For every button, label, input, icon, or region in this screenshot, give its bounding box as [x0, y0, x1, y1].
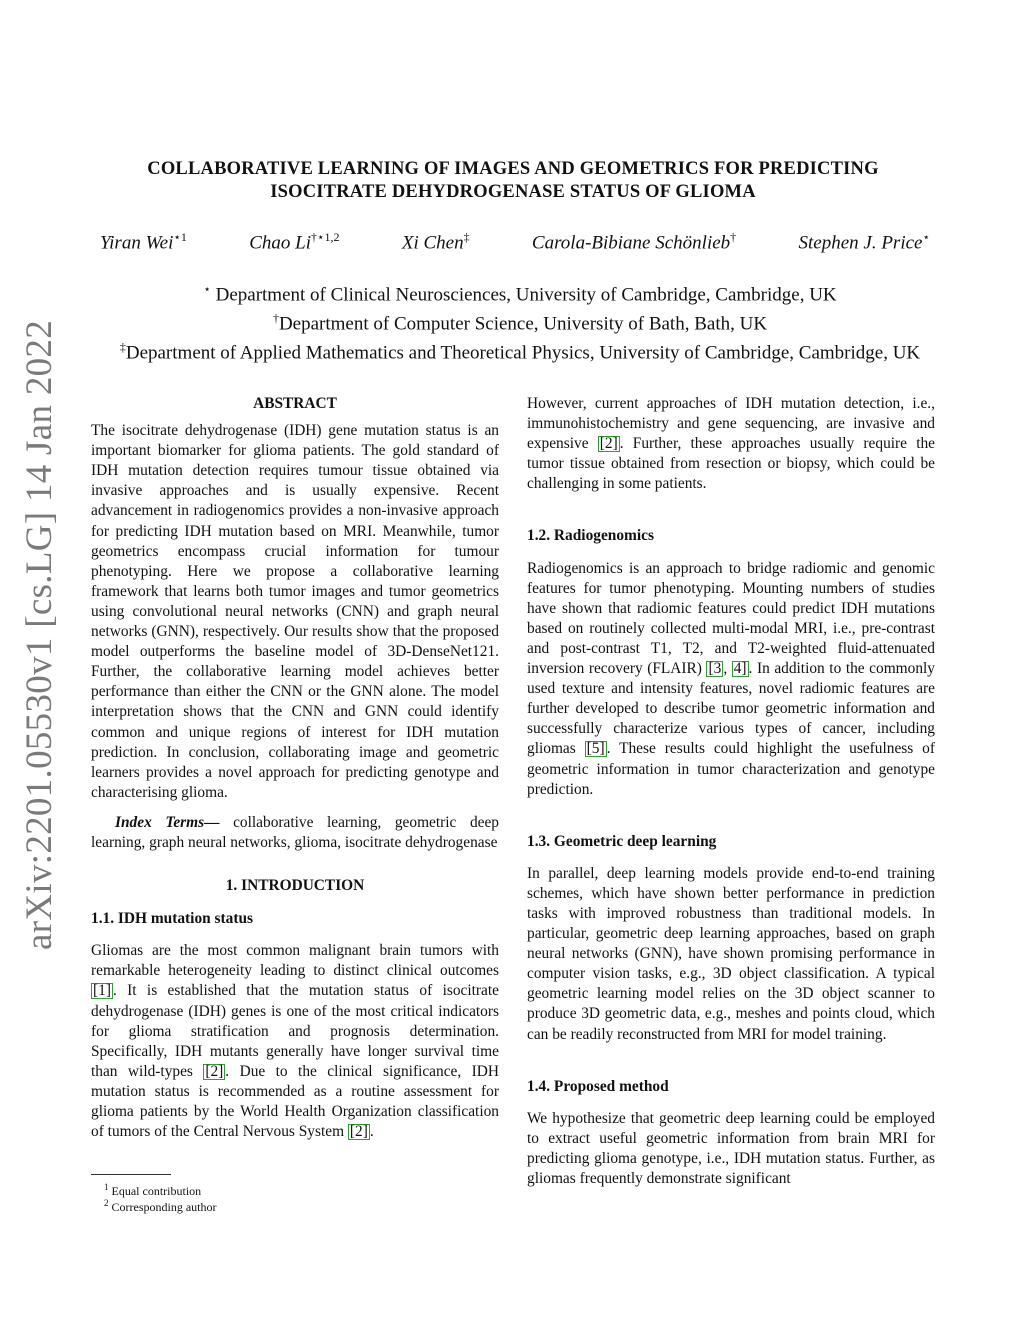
author-name: Carola-Bibiane Schönlieb: [531, 232, 731, 254]
section-1-2-text: [527, 559, 935, 800]
index-terms-label: Index Terms—: [115, 813, 220, 831]
author-mark: ⋆1: [173, 230, 187, 244]
text-span: . Due to the clinical significance, IDH mutation status is recommended as a routine assessment for glioma patients by the World Health Organization classification of tumors of the Central Nervous System: [91, 1062, 499, 1141]
paper-title: [92, 158, 934, 204]
author: [249, 230, 339, 254]
author-name: Xi Chen: [401, 232, 464, 254]
footnote-text: Equal contribution: [111, 1184, 202, 1198]
affiliation-mark: ‡: [119, 339, 126, 354]
section-1-1-text: [91, 941, 499, 1142]
affiliation-mark: ⋆: [203, 282, 211, 296]
citation-link[interactable]: [1]: [93, 982, 111, 1000]
abstract-heading: ABSTRACT: [253, 395, 337, 412]
text-span: ,: [723, 660, 732, 678]
continuation-text: [527, 394, 935, 494]
author-name: Yiran Wei: [100, 232, 174, 254]
citation-link[interactable]: [5]: [586, 740, 605, 758]
text-span: However, current approaches of IDH mutation detection, i.e., immunohistochemistry and gene sequencing, are invasive and expensive: [527, 395, 935, 453]
author-mark: ‡: [463, 230, 470, 244]
title-line-1: COLLABORATIVE LEARNING OF IMAGES AND GEOMETRICS FOR PREDICTING: [147, 159, 879, 179]
affiliation: [60, 307, 980, 336]
citation-link[interactable]: [2]: [205, 1062, 224, 1080]
text-span: . Further, these approaches usually require the tumor tissue obtained from resection or biopsy, which could be challenging in some patients.: [527, 435, 936, 493]
affiliation-text: Department of Clinical Neurosciences, University of Cambridge, Cambridge, UK: [210, 284, 837, 306]
affiliation-mark: †: [272, 310, 279, 325]
citation-link[interactable]: [2]: [599, 435, 618, 453]
introduction-heading: 1. INTRODUCTION: [225, 877, 365, 895]
citation-link[interactable]: [3: [708, 660, 722, 678]
text-span: . In addition to the commonly used texture and intensity features, novel radiomic features are further developed to describe tumor geometric information and successfully characterize various types of cancer, including gliomas: [527, 660, 936, 758]
section-1-4-heading: 1.4. Proposed method: [527, 1077, 669, 1095]
author-mark: †: [730, 230, 737, 244]
affiliations: [60, 278, 980, 364]
index-terms: [91, 813, 499, 853]
text-span: Gliomas are the most common malignant brain tumors with remarkable heterogeneity leading to distinct clinical outcomes: [91, 942, 499, 980]
footnote-mark: 2: [104, 1198, 109, 1208]
section-1-2-heading: 1.2. Radiogenomics: [527, 527, 654, 545]
abstract-text: The isocitrate dehydrogenase (IDH) gene mutation status is an important biomarker for glioma patients. The gold standard of IDH mutation detection requires tumour tissue obtained via invasive approaches and is usually expensive. Recent advancement in radiogenomics provides a non-invasive approach for predicting IDH mutation based on MRI. Meanwhile, tumor geometrics encompass crucial information for tumour phenotyping. Here we propose a collaborative learning framework that learns both tumor images and tumor geometrics using convolutional neural networks (CNN) and graph neural networks (GNN), respectively. Our results show that the proposed model outperforms the baseline model of 3D-DenseNet121. Further, the collaborative learning model achieves better performance than either the CNN or the GNN alone. The model interpretation shows that the CNN and GNN could identify common and unique regions of interest for IDH mutation prediction. In conclusion, collaborating image and geometric learners provides a novel approach for predicting genotype and characterising glioma.: [91, 422, 499, 801]
text-span: . It is established that the mutation status of isocitrate dehydrogenase (IDH) genes is one of the most critical indicators for glioma stratification and prognosis determination. Specifically, IDH mutants generally have longer survival time than wild-types: [91, 982, 499, 1080]
section-1-3-heading: 1.3. Geometric deep learning: [527, 832, 717, 850]
footnote-text: Corresponding author: [111, 1200, 217, 1214]
section-1-3-text: In parallel, deep learning models provide end-to-end training schemes, which have shown better performance in prediction tasks with improved robustness than traditional models. In particular, geometric deep learning approaches, based on graph neural networks (GNN), have shown promising performance in computer vision tasks, e.g., 3D object classification. A typical geometric learning model relies on the 3D object scanner to produce 3D geometric data, e.g., meshes and points cloud, which can be readily reconstructed from MRI for model training.: [527, 864, 935, 1043]
author-list: [100, 230, 930, 254]
title-line-2: ISOCITRATE DEHYDROGENASE STATUS OF GLIOMA: [270, 182, 756, 202]
affiliation-text: Department of Applied Mathematics and Theoretical Physics, University of Cambridge, Cambridge, UK: [125, 341, 921, 363]
author: [100, 230, 187, 254]
affiliation-text: Department of Computer Science, University of Bath, Bath, UK: [278, 313, 768, 335]
text-span: .: [369, 1123, 374, 1141]
affiliation: [60, 278, 980, 307]
right-column: [527, 394, 935, 1189]
author-name: Chao Li: [249, 232, 311, 254]
footnote: [104, 1196, 216, 1214]
text-span: . These results could highlight the usefulness of geometric information in tumor characterization and genotype prediction.: [527, 740, 935, 798]
author: [532, 230, 736, 254]
arxiv-stamp: arXiv:2201.05530v1 [cs.LG] 14 Jan 2022: [19, 319, 60, 950]
section-1-4-text: We hypothesize that geometric deep learning could be employed to extract useful geometric information from brain MRI for predicting glioma genotype, i.e., IDH mutation status. Further, as gliomas frequently demonstrate significant: [527, 1109, 935, 1187]
index-terms-text: collaborative learning, geometric deep learning, graph neural networks, glioma, isocitrate dehydrogenase: [91, 813, 499, 851]
footnote-rule: [91, 1174, 171, 1175]
section-1-1-heading: 1.1. IDH mutation status: [91, 910, 254, 928]
citation-link[interactable]: 4]: [733, 660, 747, 678]
footnote-mark: 1: [104, 1182, 109, 1192]
author-name: Stephen J. Price: [798, 232, 923, 254]
citation-link[interactable]: [2]: [349, 1123, 368, 1141]
author: [799, 230, 931, 254]
author-mark: †⋆1,2: [311, 230, 340, 244]
text-span: Radiogenomics is an approach to bridge radiomic and genomic features for tumor phenotyping. Mounting numbers of studies have shown that radiomic features could predict IDH mutations based on routinely collected multi-modal MRI, i.e., pre-contrast and post-contrast T1, T2, and T2-weighted fluid-attenuated inversion recovery (FLAIR): [527, 559, 935, 678]
author-mark: ⋆: [922, 230, 930, 244]
author: [402, 230, 470, 254]
left-column: [91, 394, 499, 1142]
affiliation: [60, 336, 980, 365]
